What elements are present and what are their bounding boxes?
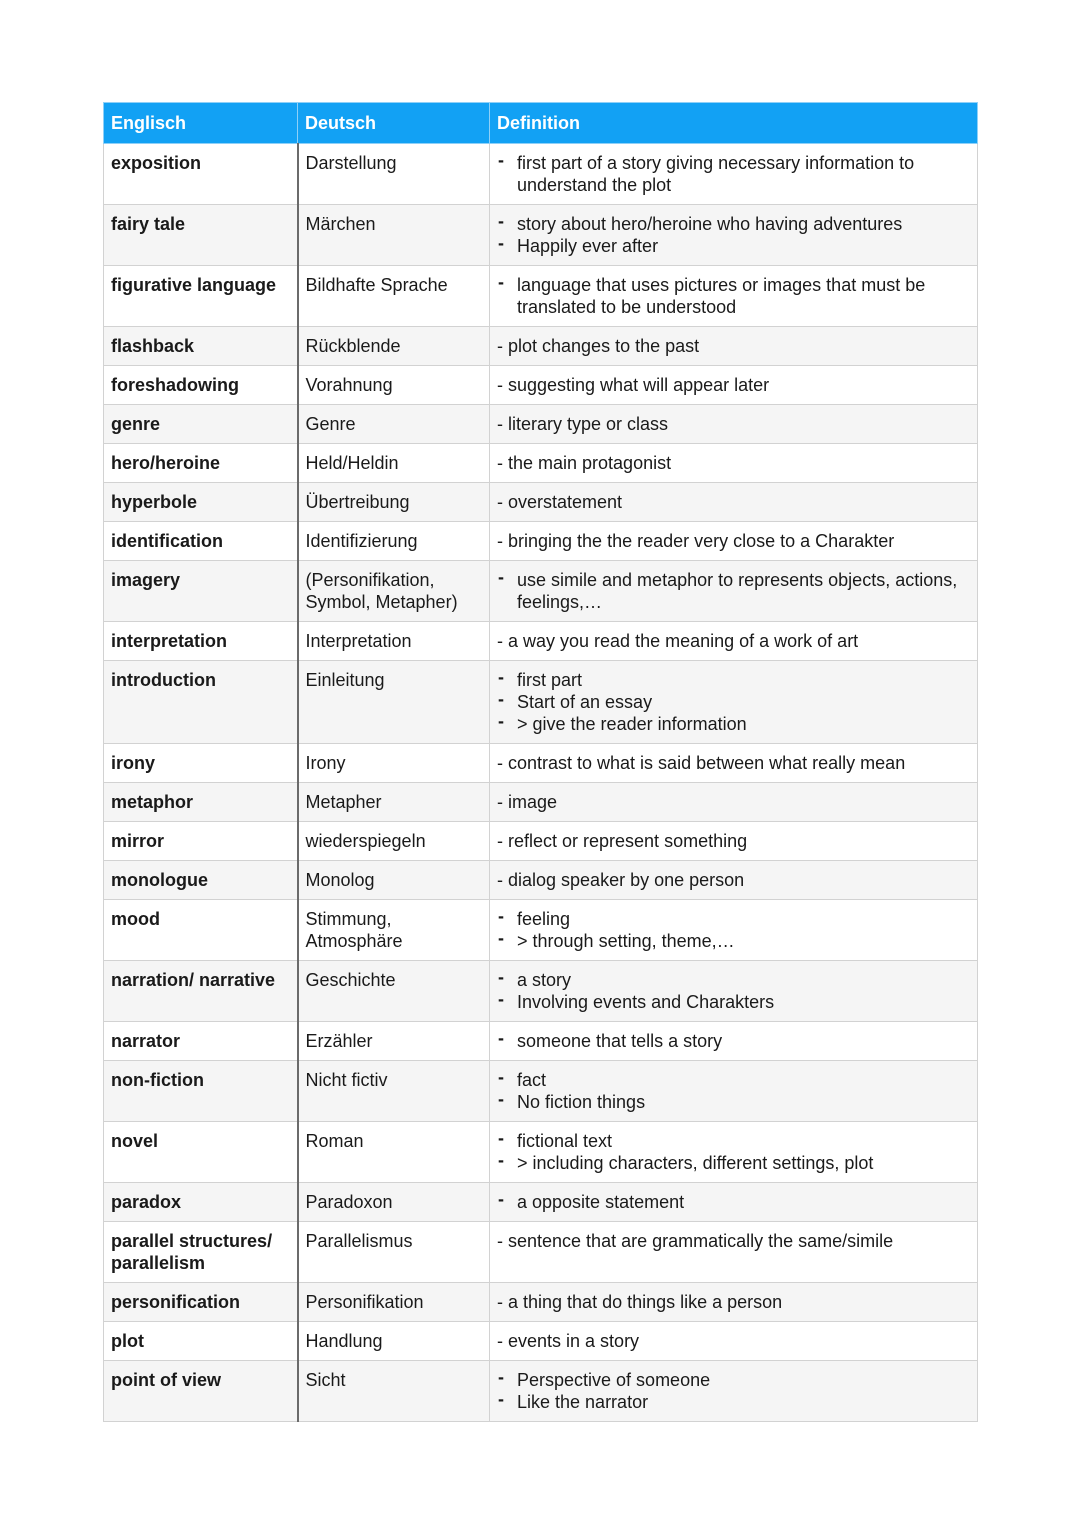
term-german: Irony <box>298 744 490 783</box>
table-row <box>104 1183 978 1222</box>
term-german: Monolog <box>298 861 490 900</box>
definition-item: - fictional text <box>497 1130 970 1152</box>
term-definition: - overstatement <box>490 483 978 522</box>
term-english: mood <box>104 900 298 961</box>
definition-list <box>497 969 970 1013</box>
term-definition: - plot changes to the past <box>490 327 978 366</box>
term-definition: - sentence that are grammatically the same/simile <box>490 1222 978 1283</box>
definition-item: - > through setting, theme,… <box>497 930 970 952</box>
term-german: Interpretation <box>298 622 490 661</box>
definition-item: - story about hero/heroine who having adventures <box>497 213 970 235</box>
table-row <box>104 522 978 561</box>
term-definition <box>490 205 978 266</box>
term-english: monologue <box>104 861 298 900</box>
definition-list <box>497 1191 970 1213</box>
table-row <box>104 483 978 522</box>
term-english: non-fiction <box>104 1061 298 1122</box>
definition-list <box>497 213 970 257</box>
definition-list <box>497 1130 970 1174</box>
table-row <box>104 961 978 1022</box>
definition-item: - No fiction things <box>497 1091 970 1113</box>
term-definition <box>490 661 978 744</box>
term-english: fairy tale <box>104 205 298 266</box>
term-german: Märchen <box>298 205 490 266</box>
term-definition <box>490 144 978 205</box>
definition-item: - > give the reader information <box>497 713 970 735</box>
definition-item: - a story <box>497 969 970 991</box>
term-german: Genre <box>298 405 490 444</box>
term-german: Metapher <box>298 783 490 822</box>
term-definition: - contrast to what is said between what really mean <box>490 744 978 783</box>
term-german: Stimmung, Atmosphäre <box>298 900 490 961</box>
definition-item: - a opposite statement <box>497 1191 970 1213</box>
term-english: parallel structures/ parallelism <box>104 1222 298 1283</box>
table-row <box>104 1283 978 1322</box>
table-row <box>104 622 978 661</box>
glossary-body <box>104 144 978 1422</box>
term-english: plot <box>104 1322 298 1361</box>
term-english: novel <box>104 1122 298 1183</box>
term-english: narrator <box>104 1022 298 1061</box>
definition-list <box>497 908 970 952</box>
header-definition: Definition <box>490 103 978 144</box>
term-english: paradox <box>104 1183 298 1222</box>
definition-item: - use simile and metaphor to represents objects, actions, feelings,… <box>497 569 970 613</box>
table-row <box>104 744 978 783</box>
header-row <box>104 103 978 144</box>
term-english: personification <box>104 1283 298 1322</box>
table-row <box>104 327 978 366</box>
term-definition <box>490 1122 978 1183</box>
term-english: narration/ narrative <box>104 961 298 1022</box>
table-row <box>104 1222 978 1283</box>
table-row <box>104 444 978 483</box>
term-english: introduction <box>104 661 298 744</box>
term-definition <box>490 1061 978 1122</box>
definition-list <box>497 1069 970 1113</box>
table-row <box>104 1022 978 1061</box>
term-english: exposition <box>104 144 298 205</box>
definition-list <box>497 569 970 613</box>
term-definition <box>490 1183 978 1222</box>
definition-list <box>497 274 970 318</box>
table-row <box>104 266 978 327</box>
definition-item: - language that uses pictures or images that must be translated to be understood <box>497 274 970 318</box>
term-definition: - a way you read the meaning of a work of art <box>490 622 978 661</box>
table-row <box>104 144 978 205</box>
header-deutsch: Deutsch <box>298 103 490 144</box>
term-english: figurative language <box>104 266 298 327</box>
term-english: foreshadowing <box>104 366 298 405</box>
table-row <box>104 822 978 861</box>
table-row <box>104 561 978 622</box>
definition-item: - Start of an essay <box>497 691 970 713</box>
term-english: hyperbole <box>104 483 298 522</box>
term-definition <box>490 1022 978 1061</box>
term-german: Parallelismus <box>298 1222 490 1283</box>
term-english: metaphor <box>104 783 298 822</box>
definition-item: - Happily ever after <box>497 235 970 257</box>
term-definition: - literary type or class <box>490 405 978 444</box>
term-german: Darstellung <box>298 144 490 205</box>
term-german: Roman <box>298 1122 490 1183</box>
term-english: imagery <box>104 561 298 622</box>
definition-item: - first part of a story giving necessary information to understand the plot <box>497 152 970 196</box>
term-english: point of view <box>104 1361 298 1422</box>
definition-item: - first part <box>497 669 970 691</box>
table-row <box>104 205 978 266</box>
glossary-table <box>103 102 978 1422</box>
definition-item: - Like the narrator <box>497 1391 970 1413</box>
term-definition: - image <box>490 783 978 822</box>
term-german: Sicht <box>298 1361 490 1422</box>
table-row <box>104 1061 978 1122</box>
term-english: hero/heroine <box>104 444 298 483</box>
table-row <box>104 366 978 405</box>
table-row <box>104 861 978 900</box>
definition-list <box>497 152 970 196</box>
term-german: Einleitung <box>298 661 490 744</box>
definition-list <box>497 1030 970 1052</box>
table-row <box>104 1361 978 1422</box>
term-german: Bildhafte Sprache <box>298 266 490 327</box>
definition-item: - feeling <box>497 908 970 930</box>
term-definition <box>490 900 978 961</box>
definition-item: - someone that tells a story <box>497 1030 970 1052</box>
term-german: Nicht fictiv <box>298 1061 490 1122</box>
table-row <box>104 900 978 961</box>
table-row <box>104 405 978 444</box>
term-definition: - dialog speaker by one person <box>490 861 978 900</box>
term-german: Geschichte <box>298 961 490 1022</box>
term-english: genre <box>104 405 298 444</box>
term-definition <box>490 961 978 1022</box>
term-definition: - reflect or represent something <box>490 822 978 861</box>
definition-list <box>497 669 970 735</box>
table-row <box>104 1322 978 1361</box>
term-german: Handlung <box>298 1322 490 1361</box>
term-english: identification <box>104 522 298 561</box>
table-row <box>104 783 978 822</box>
header-englisch: Englisch <box>104 103 298 144</box>
term-german: Personifikation <box>298 1283 490 1322</box>
definition-item: - Perspective of someone <box>497 1369 970 1391</box>
term-definition: - a thing that do things like a person <box>490 1283 978 1322</box>
term-german: Übertreibung <box>298 483 490 522</box>
term-english: mirror <box>104 822 298 861</box>
term-definition: - suggesting what will appear later <box>490 366 978 405</box>
table-row <box>104 1122 978 1183</box>
term-definition <box>490 561 978 622</box>
term-definition: - bringing the the reader very close to a Charakter <box>490 522 978 561</box>
term-english: flashback <box>104 327 298 366</box>
definition-list <box>497 1369 970 1413</box>
term-german: Erzähler <box>298 1022 490 1061</box>
term-definition <box>490 1361 978 1422</box>
definition-item: - Involving events and Charakters <box>497 991 970 1013</box>
term-german: Rückblende <box>298 327 490 366</box>
term-german: Held/Heldin <box>298 444 490 483</box>
term-english: interpretation <box>104 622 298 661</box>
term-definition <box>490 266 978 327</box>
definition-item: - > including characters, different settings, plot <box>497 1152 970 1174</box>
term-german: wiederspiegeln <box>298 822 490 861</box>
table-row <box>104 661 978 744</box>
term-german: Identifizierung <box>298 522 490 561</box>
term-german: Paradoxon <box>298 1183 490 1222</box>
definition-item: - fact <box>497 1069 970 1091</box>
term-definition: - events in a story <box>490 1322 978 1361</box>
term-english: irony <box>104 744 298 783</box>
term-german: (Personifikation, Symbol, Metapher) <box>298 561 490 622</box>
term-definition: - the main protagonist <box>490 444 978 483</box>
term-german: Vorahnung <box>298 366 490 405</box>
